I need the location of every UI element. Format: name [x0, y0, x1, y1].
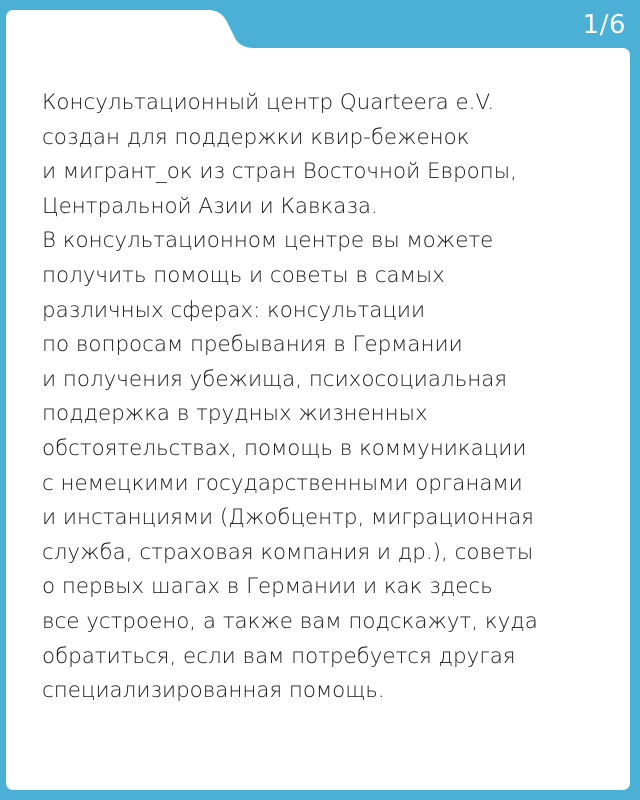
- text-line: Центральной Азии и Кавказа.: [42, 193, 378, 219]
- text-line: служба, страховая компания и др.), советы: [42, 539, 534, 565]
- text-line: обратиться, если вам потребуется другая: [42, 643, 516, 669]
- body-text: [42, 86, 602, 709]
- text-line: обстоятельствах, помощь в коммуникации: [42, 435, 527, 461]
- text-line: В консультационном центре вы можете: [42, 228, 494, 254]
- text-line: поддержка в трудных жизненных: [42, 401, 428, 427]
- text-line: по вопросам пребывания в Германии: [42, 332, 463, 358]
- text-line: специализированная помощь.: [42, 678, 385, 704]
- text-line: все устроено, а также вам подскажут, куда: [42, 608, 538, 634]
- text-line: различных сферах: консультации: [42, 297, 426, 323]
- text-line: и инстанциями (Джобцентр, миграционная: [42, 505, 534, 531]
- text-line: и получения убежища, психосоциальная: [42, 366, 508, 392]
- text-line: и мигрант_ок из стран Восточной Европы,: [42, 159, 517, 185]
- page-counter: 1/6: [582, 10, 626, 40]
- text-line: получить помощь и советы в самых: [42, 262, 445, 288]
- text-line: о первых шагах в Германии и как здесь: [42, 574, 493, 600]
- text-line: создан для поддержки квир-беженок: [42, 124, 470, 150]
- text-line: Консультационный центр Quarteera e.V.: [42, 90, 495, 115]
- text-line: с немецкими государственными органами: [42, 470, 523, 496]
